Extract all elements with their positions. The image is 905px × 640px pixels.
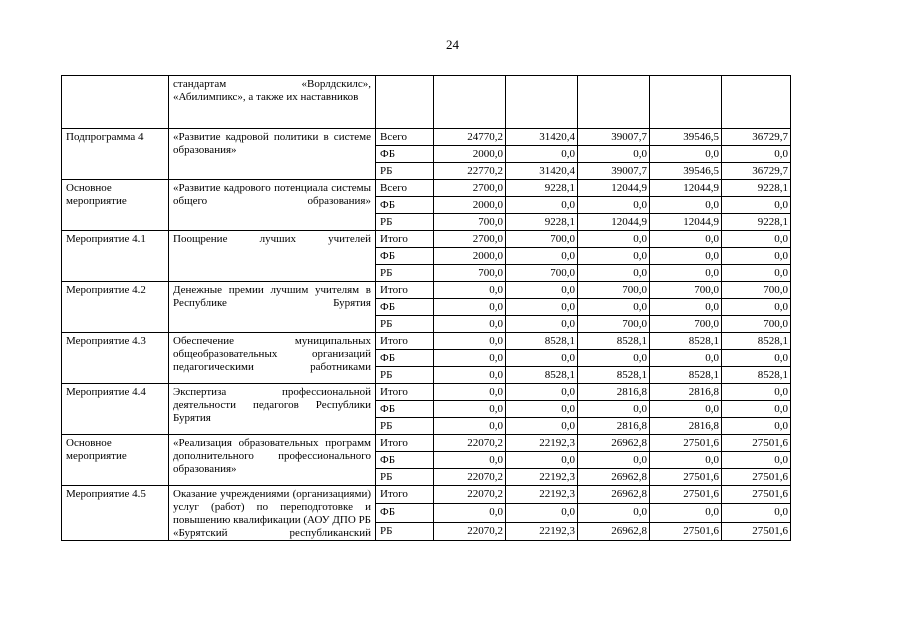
row-label: Основное мероприятие: [62, 435, 169, 486]
funding-type: ФБ: [376, 146, 434, 163]
value-cell: 0,0: [434, 504, 506, 522]
value-cell: 12044,9: [650, 180, 722, 197]
value-cell: 0,0: [506, 350, 578, 367]
funding-type: РБ: [376, 469, 434, 486]
row-label: [62, 76, 169, 129]
funding-type: РБ: [376, 214, 434, 231]
value-cell: 26962,8: [578, 522, 650, 540]
value-cell: 0,0: [506, 384, 578, 401]
row-description: стандартам «Ворлдскилс», «Абилимпикс», а также их наставников: [169, 76, 376, 129]
value-cell: 0,0: [722, 350, 791, 367]
row-label: Мероприятие 4.5: [62, 486, 169, 541]
value-cell: 9228,1: [506, 180, 578, 197]
value-cell: 0,0: [650, 299, 722, 316]
value-cell: 12044,9: [650, 214, 722, 231]
value-cell: 12044,9: [578, 214, 650, 231]
value-cell: 700,0: [578, 316, 650, 333]
value-cell: 0,0: [650, 231, 722, 248]
value-cell: 22070,2: [434, 486, 506, 504]
funding-type: Итого: [376, 384, 434, 401]
value-cell: 26962,8: [578, 469, 650, 486]
funding-type: РБ: [376, 418, 434, 435]
funding-type: РБ: [376, 367, 434, 384]
value-cell: 700,0: [506, 231, 578, 248]
value-cell: 27501,6: [650, 522, 722, 540]
value-cell: 0,0: [506, 418, 578, 435]
value-cell: 700,0: [434, 214, 506, 231]
value-cell: 0,0: [434, 299, 506, 316]
value-cell: 0,0: [434, 384, 506, 401]
value-cell: 22070,2: [434, 522, 506, 540]
value-cell: 0,0: [650, 265, 722, 282]
value-cell: 0,0: [722, 265, 791, 282]
value-cell: 700,0: [506, 265, 578, 282]
value-cell: 0,0: [434, 452, 506, 469]
value-cell: 0,0: [722, 197, 791, 214]
value-cell: 39007,7: [578, 129, 650, 146]
row-label: Подпрограмма 4: [62, 129, 169, 180]
value-cell: 12044,9: [578, 180, 650, 197]
value-cell: 0,0: [506, 248, 578, 265]
value-cell: 9228,1: [506, 214, 578, 231]
value-cell: 0,0: [506, 504, 578, 522]
funding-type: ФБ: [376, 401, 434, 418]
value-cell: 0,0: [722, 248, 791, 265]
value-cell: 2816,8: [578, 418, 650, 435]
funding-type: ФБ: [376, 299, 434, 316]
value-cell: 0,0: [722, 452, 791, 469]
funding-type: РБ: [376, 163, 434, 180]
value-cell: 27501,6: [650, 469, 722, 486]
value-cell: 27501,6: [722, 522, 791, 540]
row-label: Основное мероприятие: [62, 180, 169, 231]
value-cell: 0,0: [434, 367, 506, 384]
row-description: Поощрение лучших учителей: [169, 231, 376, 282]
funding-type: РБ: [376, 265, 434, 282]
value-cell: 0,0: [650, 248, 722, 265]
value-cell: 0,0: [578, 265, 650, 282]
value-cell: 26962,8: [578, 486, 650, 504]
table-row: [62, 486, 791, 504]
row-description: Оказание учреждениями (организациями) услуг (работ) по переподготовке и повышению квалификации (АОУ ДПО РБ «Бурятский республиканский: [169, 486, 376, 541]
page-number: 24: [446, 37, 459, 52]
value-cell: 0,0: [722, 231, 791, 248]
value-cell: 0,0: [506, 197, 578, 214]
value-cell: 22770,2: [434, 163, 506, 180]
value-cell: 700,0: [434, 265, 506, 282]
value-cell: 0,0: [722, 504, 791, 522]
row-label: Мероприятие 4.4: [62, 384, 169, 435]
value-cell: 0,0: [578, 231, 650, 248]
value-cell: 8528,1: [578, 333, 650, 350]
value-cell: 22070,2: [434, 469, 506, 486]
table-body: [62, 76, 791, 541]
value-cell: 700,0: [578, 282, 650, 299]
table-row: [62, 282, 791, 299]
value-cell: 9228,1: [722, 214, 791, 231]
funding-type: Всего: [376, 129, 434, 146]
value-cell: 2000,0: [434, 197, 506, 214]
funding-type: ФБ: [376, 350, 434, 367]
funding-type: ФБ: [376, 197, 434, 214]
row-description: «Развитие кадровой политики в системе образования»: [169, 129, 376, 180]
table-row: [62, 180, 791, 197]
value-cell: 0,0: [578, 248, 650, 265]
value-cell: 36729,7: [722, 129, 791, 146]
value-cell: 26962,8: [578, 435, 650, 452]
value-cell: 39546,5: [650, 163, 722, 180]
value-cell: 0,0: [434, 418, 506, 435]
funding-type: Итого: [376, 231, 434, 248]
value-cell: 22192,3: [506, 469, 578, 486]
value-cell: 8528,1: [506, 333, 578, 350]
value-cell: 2000,0: [434, 248, 506, 265]
row-description: «Развитие кадрового потенциала системы общего образования»: [169, 180, 376, 231]
funding-type: ФБ: [376, 504, 434, 522]
value-cell: 36729,7: [722, 163, 791, 180]
value-cell: 0,0: [434, 350, 506, 367]
value-cell: 0,0: [434, 316, 506, 333]
value-cell: 8528,1: [722, 333, 791, 350]
value-cell: 0,0: [722, 384, 791, 401]
value-cell: 0,0: [506, 401, 578, 418]
value-cell: 8528,1: [650, 333, 722, 350]
funding-type: РБ: [376, 522, 434, 540]
row-label: Мероприятие 4.1: [62, 231, 169, 282]
value-cell: 700,0: [650, 282, 722, 299]
table-row: [62, 231, 791, 248]
value-cell: 0,0: [434, 333, 506, 350]
value-cell: 0,0: [506, 299, 578, 316]
value-cell: 2000,0: [434, 146, 506, 163]
value-cell: 22192,3: [506, 522, 578, 540]
row-description: Обеспечение муниципальных общеобразовательных организаций педагогическими работниками: [169, 333, 376, 384]
value-cell: 8528,1: [578, 367, 650, 384]
value-cell: 9228,1: [722, 180, 791, 197]
funding-type: Всего: [376, 180, 434, 197]
value-cell: 39007,7: [578, 163, 650, 180]
value-cell: 24770,2: [434, 129, 506, 146]
value-cell: 0,0: [506, 146, 578, 163]
row-description: «Реализация образовательных программ дополнительного профессионального образования»: [169, 435, 376, 486]
value-cell: 39546,5: [650, 129, 722, 146]
value-cell: 0,0: [506, 452, 578, 469]
value-cell: 0,0: [650, 146, 722, 163]
value-cell: [722, 76, 791, 129]
value-cell: [650, 76, 722, 129]
value-cell: 0,0: [578, 504, 650, 522]
value-cell: 700,0: [650, 316, 722, 333]
value-cell: 27501,6: [722, 469, 791, 486]
value-cell: 0,0: [578, 299, 650, 316]
table-row: [62, 333, 791, 350]
value-cell: 0,0: [650, 504, 722, 522]
value-cell: 27501,6: [650, 435, 722, 452]
value-cell: 8528,1: [506, 367, 578, 384]
value-cell: 0,0: [722, 146, 791, 163]
value-cell: 8528,1: [650, 367, 722, 384]
value-cell: [434, 76, 506, 129]
funding-type: Итого: [376, 282, 434, 299]
value-cell: 700,0: [722, 316, 791, 333]
value-cell: 22070,2: [434, 435, 506, 452]
table-row: [62, 129, 791, 146]
value-cell: [506, 76, 578, 129]
value-cell: 0,0: [578, 452, 650, 469]
funding-type: РБ: [376, 316, 434, 333]
value-cell: 0,0: [650, 452, 722, 469]
budget-table: [61, 75, 791, 541]
value-cell: 0,0: [578, 197, 650, 214]
row-description: Денежные премии лучшим учителям в Республике Бурятия: [169, 282, 376, 333]
table-row-continued: [62, 76, 791, 129]
row-label: Мероприятие 4.2: [62, 282, 169, 333]
value-cell: 2816,8: [650, 418, 722, 435]
value-cell: 31420,4: [506, 129, 578, 146]
value-cell: 0,0: [722, 401, 791, 418]
value-cell: 27501,6: [650, 486, 722, 504]
row-description: Экспертиза профессиональной деятельности педагогов Республики Бурятия: [169, 384, 376, 435]
value-cell: 0,0: [650, 197, 722, 214]
value-cell: 22192,3: [506, 435, 578, 452]
value-cell: 0,0: [434, 282, 506, 299]
value-cell: 0,0: [506, 282, 578, 299]
value-cell: 22192,3: [506, 486, 578, 504]
table-row: [62, 384, 791, 401]
funding-type: Итого: [376, 333, 434, 350]
value-cell: 27501,6: [722, 435, 791, 452]
funding-type: ФБ: [376, 248, 434, 265]
value-cell: 2816,8: [650, 384, 722, 401]
table-row: [62, 435, 791, 452]
funding-type: Итого: [376, 486, 434, 504]
funding-type: Итого: [376, 435, 434, 452]
value-cell: 2700,0: [434, 231, 506, 248]
value-cell: 0,0: [722, 299, 791, 316]
value-cell: 0,0: [434, 401, 506, 418]
value-cell: 2700,0: [434, 180, 506, 197]
value-cell: 0,0: [506, 316, 578, 333]
funding-type: [376, 76, 434, 129]
value-cell: 8528,1: [722, 367, 791, 384]
value-cell: 700,0: [722, 282, 791, 299]
value-cell: 0,0: [578, 401, 650, 418]
value-cell: 0,0: [722, 418, 791, 435]
value-cell: 0,0: [578, 146, 650, 163]
funding-type: ФБ: [376, 452, 434, 469]
value-cell: 27501,6: [722, 486, 791, 504]
value-cell: 2816,8: [578, 384, 650, 401]
value-cell: 0,0: [650, 350, 722, 367]
row-label: Мероприятие 4.3: [62, 333, 169, 384]
value-cell: 0,0: [578, 350, 650, 367]
value-cell: 0,0: [650, 401, 722, 418]
value-cell: 31420,4: [506, 163, 578, 180]
value-cell: [578, 76, 650, 129]
